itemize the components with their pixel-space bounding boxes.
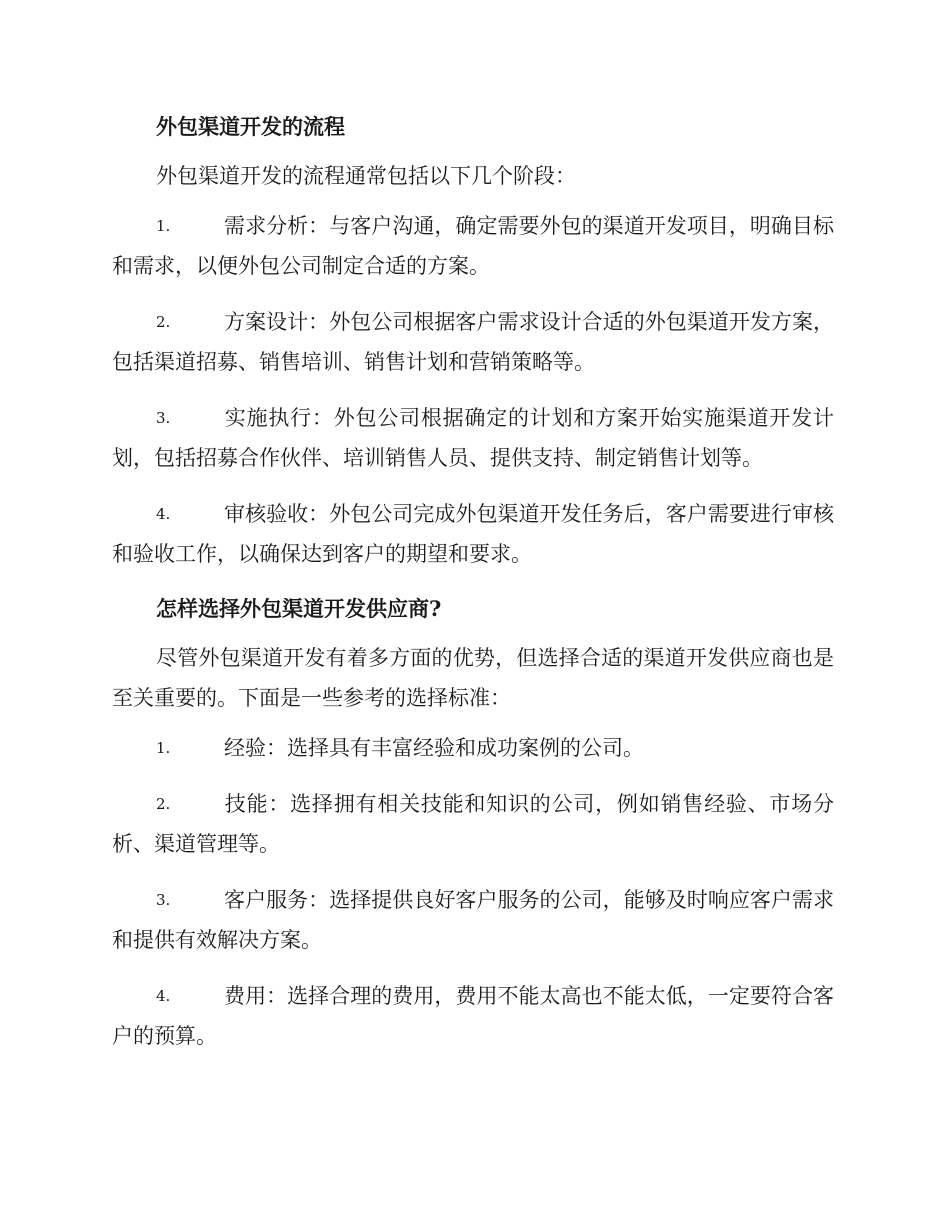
section-outsourcing-process [112,108,834,574]
section-heading: 怎样选择外包渠道开发供应商? [156,596,442,621]
list-item [112,206,834,286]
list-item-text: 经验：选择具有丰富经验和成功案例的公司。 [224,736,644,760]
section-intro: 尽管外包渠道开发有着多方面的优势，但选择合适的渠道开发供应商也是至关重要的。下面是一些参考的选择标准： [112,646,834,710]
section-heading: 外包渠道开发的流程 [156,114,345,139]
list-item-number: 2. [156,795,171,813]
list-item-text: 需求分析：与客户沟通，确定需要外包的渠道开发项目，明确目标和需求，以便外包公司制定合适的方案。 [112,214,834,278]
list-item-text: 费用：选择合理的费用，费用不能太高也不能太低，一定要符合客户的预算。 [112,984,834,1048]
list-item-text: 审核验收：外包公司完成外包渠道开发任务后，客户需要进行审核和验收工作，以确保达到客户的期望和要求。 [112,502,834,566]
list-item [112,784,834,864]
list-item-number: 1. [156,217,171,235]
list-item-number: 3. [156,409,171,427]
section-choose-supplier [112,590,834,1056]
list-item-text: 客户服务：选择提供良好客户服务的公司，能够及时响应客户需求和提供有效解决方案。 [112,888,834,952]
section-intro: 外包渠道开发的流程通常包括以下几个阶段： [156,164,576,188]
list-item-number: 2. [156,313,171,331]
list-item-text: 实施执行：外包公司根据确定的计划和方案开始实施渠道开发计划，包括招募合作伙伴、培训销售人员、提供支持、制定销售计划等。 [112,406,834,470]
list-item-number: 1. [156,739,171,757]
list-item [112,398,834,478]
document-page [112,108,834,1072]
list-item [112,494,834,574]
list-item-text: 方案设计：外包公司根据客户需求设计合适的外包渠道开发方案，包括渠道招募、销售培训、销售计划和营销策略等。 [112,310,834,374]
list-item-text: 技能：选择拥有相关技能和知识的公司，例如销售经验、市场分析、渠道管理等。 [112,792,834,856]
list-item-number: 3. [156,891,171,909]
list-item [112,728,834,768]
list-item [112,976,834,1056]
list-item-number: 4. [156,987,171,1005]
list-item [112,880,834,960]
list-item [112,302,834,382]
list-item-number: 4. [156,505,171,523]
